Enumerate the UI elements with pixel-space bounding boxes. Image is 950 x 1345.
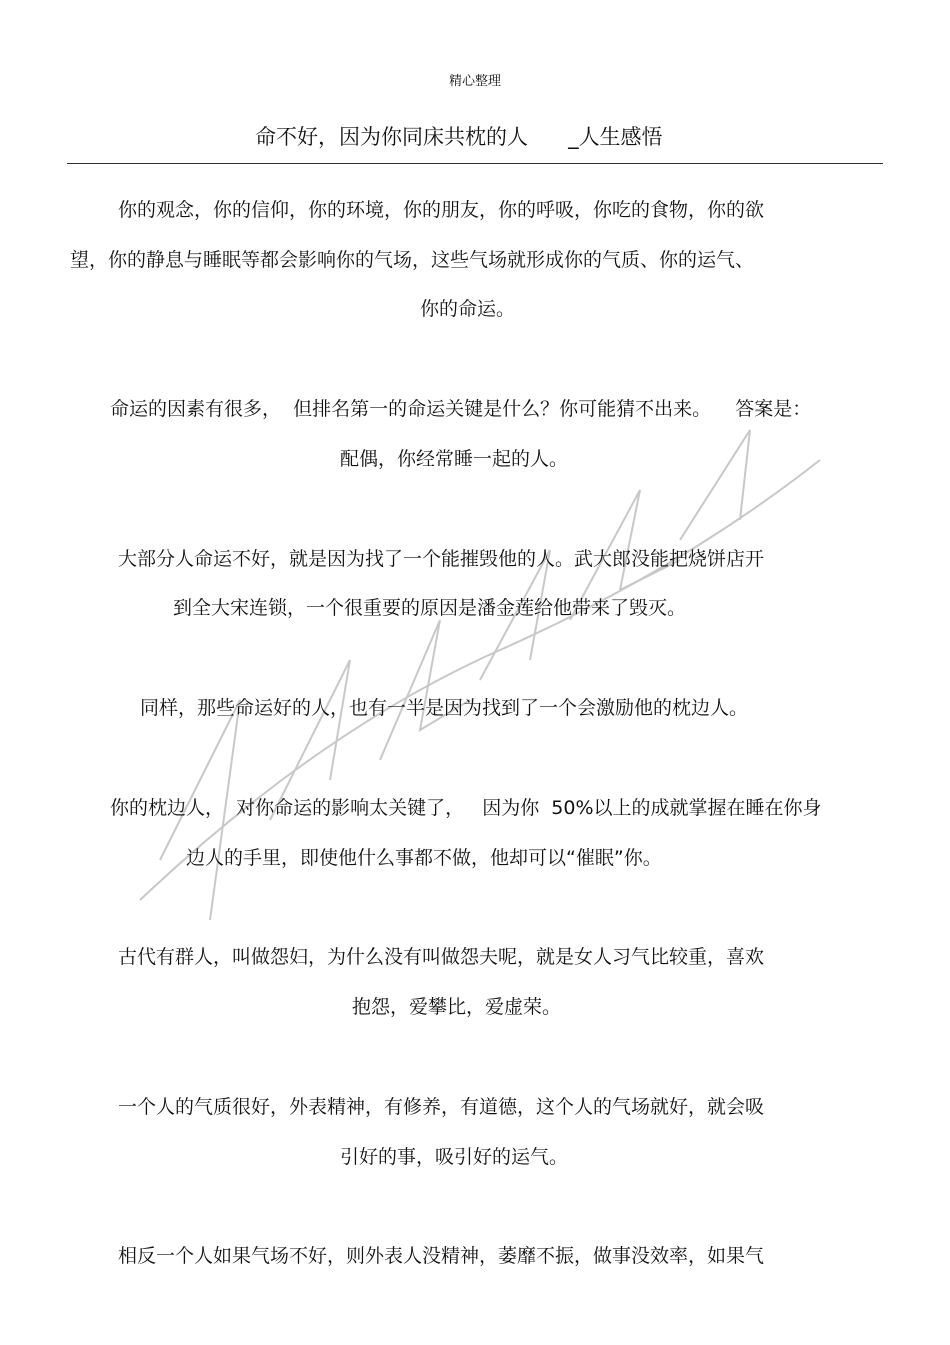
paragraph-1-line-1: 你的观念，你的信仰，你的环境，你的朋友，你的呼吸，你吃的食物，你的欲 <box>118 199 765 221</box>
paragraph-6-line-2: 抱怨，爱攀比，爱虚荣。 <box>352 996 562 1018</box>
header-note: 精心整理 <box>448 74 501 89</box>
paragraph-2-line-1: 命运的因素有很多， 但排名第一的命运关键是什么？你可能猜不出来。 答案是： <box>110 398 812 420</box>
title-suffix: _人生感悟 <box>568 125 663 149</box>
paragraph-5-line-2: 边人的手里，即使他什么事都不做，他却可以“催眠”你。 <box>186 847 662 869</box>
paragraph-6-line-1: 古代有群人，叫做怨妇，为什么没有叫做怨夫呢，就是女人习气比较重，喜欢 <box>118 946 765 968</box>
paragraph-4-line-1: 同样，那些命运好的人，也有一半是因为找到了一个会激励他的枕边人。 <box>140 697 749 719</box>
paragraph-7-line-2: 引好的事，吸引好的运气。 <box>340 1146 569 1168</box>
watermark-graphic <box>120 400 840 920</box>
paragraph-5-line-1: 你的枕边人， 对你命运的影响太关键了， 因为你 50%以上的成就掌握在睡在你身 <box>110 797 822 819</box>
paragraph-2-line-2: 配偶，你经常睡一起的人。 <box>340 448 569 470</box>
paragraph-1-line-2: 望，你的静息与睡眠等都会影响你的气场，这些气场就形成你的气质、你的运气、 <box>70 249 755 271</box>
header-rule <box>67 163 883 164</box>
document-title <box>255 124 663 150</box>
paragraph-8-line-1: 相反一个人如果气场不好，则外表人没精神，萎靡不振，做事没效率，如果气 <box>118 1245 765 1267</box>
paragraph-3-line-2: 到全大宋连锁，一个很重要的原因是潘金莲给他带来了毁灭。 <box>173 597 687 619</box>
paragraph-7-line-1: 一个人的气质很好，外表精神，有修养，有道德，这个人的气场就好，就会吸 <box>118 1096 765 1118</box>
paragraph-1-line-3: 你的命运。 <box>420 298 516 320</box>
title-main: 命不好，因为你同床共枕的人 <box>255 125 528 149</box>
paragraph-3-line-1: 大部分人命运不好，就是因为找了一个能摧毁他的人。武大郎没能把烧饼店开 <box>118 548 765 570</box>
